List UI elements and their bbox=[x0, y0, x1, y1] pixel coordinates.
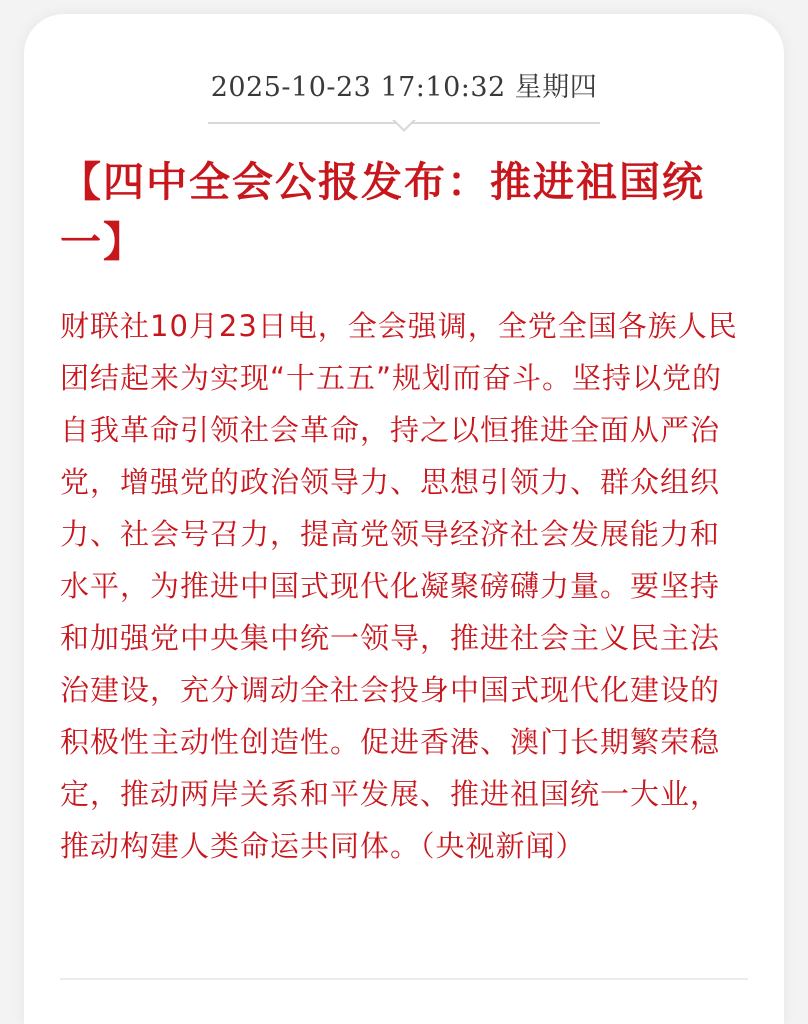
news-body: 财联社10月23日电，全会强调，全党全国各族人民团结起来为实现“十五五”规划而奋斗。坚持以党的自我革命引领社会革命，持之以恒推进全面从严治党，增强党的政治领导力、思想引领力、群众组织力、社会号召力，提高党领导经济社会发展能力和水平，为推进中国式现代化凝聚磅礴力量。要坚持和加强党中央集中统一领导，推进社会主义民主法治建设，充分调动全社会投身中国式现代化建设的积极性主动性创造性。促进香港、澳门长期繁荣稳定，推动两岸关系和平发展、推进祖国统一大业，推动构建人类命运共同体。（央视新闻） bbox=[60, 309, 738, 863]
datetime-divider bbox=[208, 120, 600, 136]
news-card bbox=[24, 14, 784, 1024]
bottom-divider bbox=[60, 978, 748, 980]
divider-notch-inner bbox=[395, 120, 413, 129]
post-datetime: 2025-10-23 17:10:32 星期四 bbox=[210, 72, 598, 103]
news-headline: 【四中全会公报发布：推进祖国统一】 bbox=[60, 158, 705, 266]
